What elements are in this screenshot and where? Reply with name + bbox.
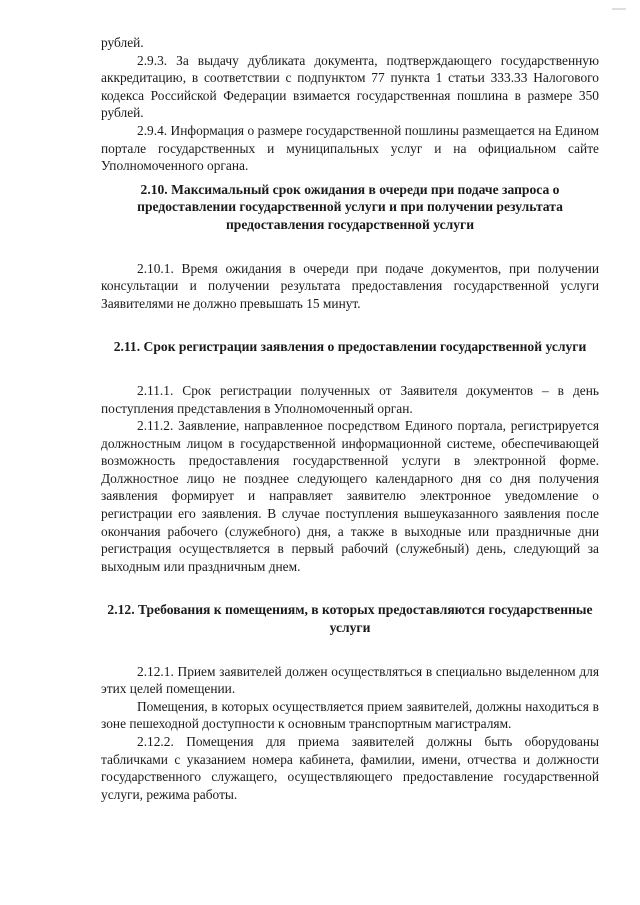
section-heading-2-11: 2.11. Срок регистрации заявления о предоставлении государственной услуги	[113, 339, 587, 355]
paragraph-2-12-2: 2.12.2. Помещения для приема заявителей должны быть оборудованы табличками с указанием номера кабинета, фамилии, имени, отчества и должности государственного служащего, осуществляющего предоставление государственной услуги, режима работы.	[101, 734, 599, 802]
paragraph-2-11-1: 2.11.1. Срок регистрации полученных от Заявителя документов – в день поступления представления в Уполномоченный орган.	[101, 382, 599, 416]
document-body	[101, 34, 599, 803]
section-heading-2-10: 2.10. Максимальный срок ожидания в очереди при подаче запроса о предоставлении государственной услуги и при получении результата предоставления государственной услуги	[137, 181, 563, 232]
paragraph-2-10-1: 2.10.1. Время ожидания в очереди при подаче документов, при получении консультации и получении результата предоставления государственной услуги Заявителями не должно превышать 15 минут.	[101, 260, 599, 311]
paragraph-2-12-1: 2.12.1. Прием заявителей должен осуществляться в специально выделенном для этих целей помещении.	[101, 663, 599, 697]
scan-mark	[612, 8, 626, 10]
paragraph-continuation: рублей.	[101, 35, 144, 50]
paragraph-2-9-4: 2.9.4. Информация о размере государственной пошлины размещается на Едином портале государственных и муниципальных услуг и на официальном сайте Уполномоченного органа.	[101, 122, 599, 174]
section-heading-2-12: 2.12. Требования к помещениям, в которых предоставляются государственные услуги	[107, 602, 593, 636]
paragraph-premises: Помещения, в которых осуществляется прием заявителей, должны находиться в зоне пешеходной доступности к основным транспортным магистралям.	[101, 698, 599, 732]
paragraph-2-9-3: 2.9.3. За выдачу дубликата документа, подтверждающего государственную аккредитацию, в соответствии с подпунктом 77 пункта 1 статьи 333.33 Налогового кодекса Российской Федерации взимается государственная пошлина в размере 350 рублей.	[101, 52, 599, 121]
paragraph-2-11-2: 2.11.2. Заявление, направленное посредством Единого портала, регистрируется должностным лицом в государственной информационной системе, обеспечивающей возможность предоставления государственной услуги в электронной форме. Должностное лицо не позднее следующего календарного дня со дня получения заявления формирует и направляет заявителю электронное уведомление о регистрации его заявления. В случае поступления вышеуказанного заявления после окончания рабочего (служебного) дня, а также в выходные или праздничные дни регистрация осуществляется в первый рабочий (служебный) день, следующий за выходным или праздничным днем.	[101, 418, 599, 574]
